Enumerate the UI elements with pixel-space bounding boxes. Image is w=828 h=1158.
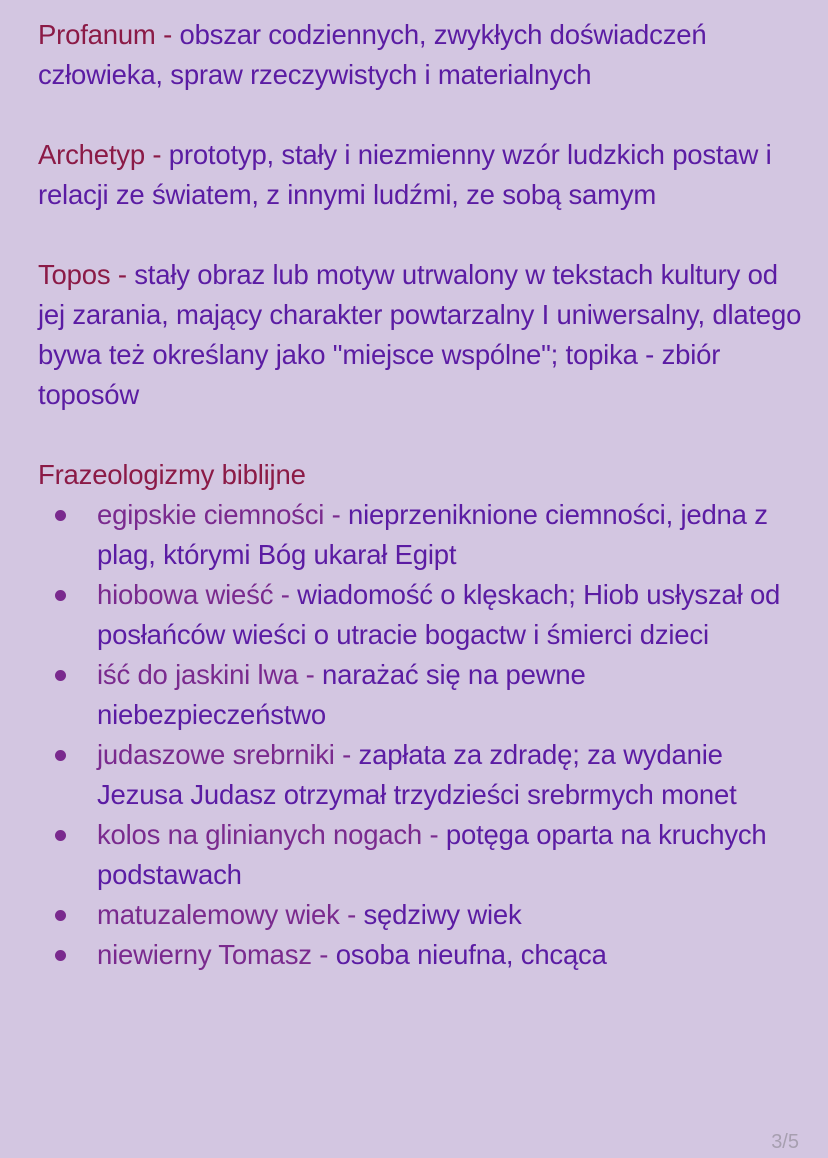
- definition-archetyp: [38, 135, 808, 215]
- list-item-text: zapłata za zdradę; za wydanie Jezusa Judasz otrzymał trzydzieści srebrmych monet: [97, 739, 737, 810]
- list-item-term: hiobowa wieść: [97, 579, 274, 610]
- definition-separator: -: [155, 19, 180, 50]
- list-item-separator: -: [334, 739, 359, 770]
- definition-topos: [38, 255, 808, 415]
- bullet-icon: [55, 750, 66, 761]
- page-indicator: 3/5: [771, 1131, 799, 1153]
- phraseology-list: [38, 495, 808, 975]
- list-item-term: niewierny Tomasz: [97, 939, 312, 970]
- definition-term: Profanum: [38, 19, 156, 50]
- definition-separator: -: [110, 259, 135, 290]
- list-item-text: nieprzeniknione ciemności, jedna z plag, którymi Bóg ukarał Egipt: [97, 499, 768, 570]
- list-item-text: wiadomość o klęskach; Hiob usłyszał od posłańców wieści o utracie bogactw i śmierci dzieci: [97, 579, 781, 650]
- definition-profanum: [38, 15, 808, 95]
- list-item: [38, 895, 808, 935]
- list-item-separator: -: [298, 659, 323, 690]
- list-item-text: narażać się na pewne niebezpieczeństwo: [97, 659, 586, 730]
- definition-text: obszar codziennych, zwykłych doświadczeń człowieka, spraw rzeczywistych i materialnych: [38, 19, 707, 90]
- definition-term: Archetyp: [38, 139, 145, 170]
- list-item-separator: -: [422, 819, 446, 850]
- section-heading: Frazeologizmy biblijne: [38, 459, 306, 490]
- bullet-icon: [55, 910, 66, 921]
- definition-text: stały obraz lub motyw utrwalony w tekstach kultury od jej zarania, mający charakter powtarzalny I uniwersalny, dlatego bywa też określany jako "miejsce wspólne"; topika - zbiór toposów: [38, 259, 802, 410]
- bullet-icon: [55, 670, 66, 681]
- bullet-icon: [55, 510, 66, 521]
- bullet-icon: [55, 590, 66, 601]
- bullet-icon: [55, 830, 66, 841]
- list-item: [38, 935, 808, 975]
- list-item-text: potęga oparta na kruchych podstawach: [97, 819, 767, 890]
- list-item-term: judaszowe srebrniki: [97, 739, 335, 770]
- definition-term: Topos: [38, 259, 111, 290]
- list-item-text: sędziwy wiek: [363, 899, 522, 930]
- document-page: [38, 15, 808, 975]
- list-item-separator: -: [311, 939, 336, 970]
- list-item: [38, 735, 808, 815]
- list-item: [38, 655, 808, 735]
- list-item-separator: -: [273, 579, 298, 610]
- list-item: [38, 575, 808, 655]
- list-item-term: matuzalemowy wiek: [97, 899, 340, 930]
- list-item-separator: -: [339, 899, 364, 930]
- list-item-separator: -: [324, 499, 349, 530]
- list-item-text: osoba nieufna, chcąca: [335, 939, 607, 970]
- list-item-term: iść do jaskini lwa: [97, 659, 299, 690]
- list-item-term: kolos na glinianych nogach: [97, 819, 423, 850]
- definition-text: prototyp, stały i niezmienny wzór ludzkich postaw i relacji ze światem, z innymi ludźmi, ze sobą samym: [38, 139, 772, 210]
- list-item: [38, 495, 808, 575]
- bullet-icon: [55, 950, 66, 961]
- list-item: [38, 815, 808, 895]
- list-item-term: egipskie ciemności: [97, 499, 325, 530]
- definition-separator: -: [144, 139, 169, 170]
